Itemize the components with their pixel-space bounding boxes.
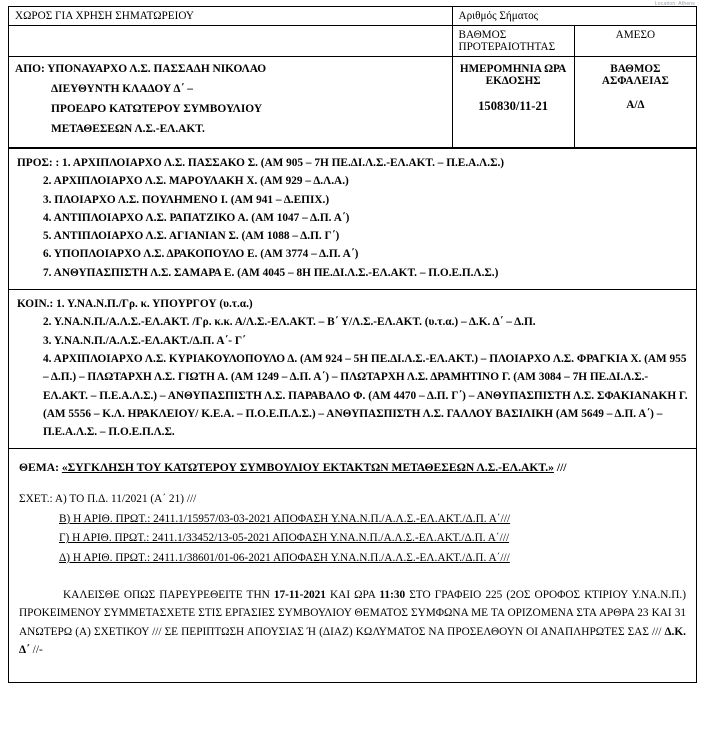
recipient-item-7: 7. ΑΝΘΥΠΑΣΠΙΣΤΗ Λ.Σ. ΣΑΜΑΡΑ Ε. (ΑΜ 4045 – 8Η ΠΕ.ΔΙ.Λ.Σ.-ΕΛ.ΑΚΤ. – Π.Ο.Ε.Π.Λ.Σ.) — [43, 266, 499, 279]
cc-label: ΚΟΙΝ.: — [17, 298, 54, 311]
recipient-item-3: 3. ΠΛΟΙΑΡΧΟ Λ.Σ. ΠΟΥΛΗΜΕΝΟ Ι. (ΑΜ 941 – Δ.ΕΠΙΧ.) — [43, 193, 330, 206]
reference-item-b-text: Β) Η ΑΡΙΘ. ΠΡΩΤ.: 2411.1/15957/03-03-2021 ΑΠΟΦΑΣΗ Υ.ΝΑ.Ν.Π./Α.Λ.Σ.-ΕΛ.ΑΚΤ./Δ.Π. Α΄/// — [59, 512, 511, 525]
issue-datetime-value: 150830/11-21 — [478, 99, 549, 113]
header-row-3 — [9, 57, 697, 148]
security-label: ΒΑΘΜΟΣ ΑΣΦΑΛΕΙΑΣ — [601, 63, 669, 87]
location-note: Location: Athens — [654, 1, 695, 7]
signal-number-cell: Αριθμός Σήματος — [452, 7, 697, 26]
references-label: ΣΧΕΤ.: — [19, 493, 53, 506]
cc-item-2: 2. Υ.ΝΑ.Ν.Π./Α.Λ.Σ.-ΕΛ.ΑΚΤ. /Γρ. κ.κ. Α/Λ.Σ.-ΕΛ.ΑΚΤ. – Β΄ Υ/Λ.Σ.-ΕΛ.ΑΚΤ. (υ.τ.α.) – Δ.Κ. Δ΄ – Δ.Π. — [43, 316, 536, 329]
recipient-item-2: 2. ΑΡΧΙΠΛΟΙΑΡΧΟ Λ.Σ. ΜΑΡΟΥΛΑΚΗ Χ. (ΑΜ 929 – Δ.Λ.Α.) — [43, 175, 349, 188]
from-line-0 — [15, 60, 446, 80]
security-value: Α/Δ — [626, 99, 645, 111]
from-line-2: ΠΡΟΕΔΡΟ ΚΑΤΩΤΕΡΟΥ ΣΥΜΒΟΥΛΙΟΥ — [51, 102, 263, 115]
body-part-1: ΚΑΛΕΙΣΘΕ ΟΠΩΣ ΠΑΡΕΥΡΕΘΕΙΤΕ ΤΗΝ — [63, 589, 274, 602]
meeting-date: 17-11-2021 — [273, 589, 326, 602]
recipients-block — [8, 148, 697, 290]
from-name: ΥΠΟΝΑΥΑΡΧΟ Λ.Σ. ΠΑΣΣΑΔΗ ΝΙΚΟΛΑΟ — [47, 63, 267, 75]
recipients-label: ΠΡΟΣ: : — [17, 157, 60, 169]
body-part-2: ΚΑΙ ΩΡΑ — [325, 589, 380, 602]
security-cell — [574, 57, 696, 148]
header-row-2 — [9, 26, 697, 57]
cc-block — [8, 290, 697, 449]
reference-item-a: Α) ΤΟ Π.Δ. 11/2021 (Α΄ 21) /// — [54, 493, 197, 506]
subject-and-body-block — [8, 449, 697, 683]
body-closing: Δ.Κ. Δ΄ — [19, 625, 686, 657]
header-table — [8, 6, 697, 148]
from-line-1: ΔΙΕΥΘΥΝΤΗ ΚΛΑΔΟΥ Δ΄ – — [51, 82, 193, 95]
reference-item-d — [19, 549, 686, 568]
priority-value: ΑΜΕΣΟ — [574, 26, 696, 57]
recipient-item-6: 6. ΥΠΟΠΛΟΙΑΡΧΟ Λ.Σ. ΔΡΑΚΟΠΟΥΛΟ Ε. (ΑΜ 3774 – Δ.Π. Α΄) — [43, 248, 359, 261]
issue-datetime-label: ΗΜΕΡΟΜΗΝΙΑ ΩΡΑ ΕΚΔΟΣΗΣ — [459, 63, 567, 87]
empty-cell — [9, 26, 453, 57]
priority-label: ΒΑΘΜΟΣ ΠΡΟΤΕΡΑΙΟΤΗΤΑΣ — [452, 26, 574, 57]
signal-room-cell: ΧΩΡΟΣ ΓΙΑ ΧΡΗΣΗ ΣΗΜΑΤΩΡΕΙΟΥ — [9, 7, 453, 26]
issue-datetime-cell — [452, 57, 574, 148]
cc-item-1: 1. Υ.ΝΑ.Ν.Π./Γρ. κ. ΥΠΟΥΡΓΟΥ (υ.τ.α.) — [56, 298, 253, 311]
recipient-item-5: 5. ΑΝΤΙΠΛΟΙΑΡΧΟ Λ.Σ. ΑΓΙΑΝΙΑΝ Σ. (ΑΜ 1088 – Δ.Π. Γ΄) — [43, 230, 340, 243]
recipient-item-1: 1. ΑΡΧΙΠΛΟΙΑΡΧΟ Λ.Σ. ΠΑΣΣΑΚΟ Σ. (ΑΜ 905 – 7Η ΠΕ.ΔΙ.Λ.Σ.-ΕΛ.ΑΚΤ. – Π.Ε.Α.Λ.Σ.) — [62, 157, 505, 169]
subject-label: ΘΕΜΑ: — [19, 461, 59, 475]
reference-item-b — [19, 510, 686, 529]
from-line-3: ΜΕΤΑΘΕΣΕΩΝ Λ.Σ.-ΕΛ.ΑΚΤ. — [51, 122, 205, 135]
reference-item-d-text: Δ) Η ΑΡΙΘ. ΠΡΩΤ.: 2411.1/38601/01-06-2021 ΑΠΟΦΑΣΗ Υ.ΝΑ.Ν.Π./Α.Λ.Σ.-ΕΛ.ΑΚΤ./Δ.Π. Α΄/// — [59, 551, 510, 564]
reference-item-c-text: Γ) Η ΑΡΙΘ. ΠΡΩΤ.: 2411.1/33452/13-05-2021 ΑΠΟΦΑΣΗ Υ.ΝΑ.Ν.Π./Α.Λ.Σ.-ΕΛ.ΑΚΤ./Δ.Π. Α΄/// — [59, 532, 510, 545]
header-row-1 — [9, 7, 697, 26]
cc-item-3: 3. Υ.ΝΑ.Ν.Π./Α.Λ.Σ.-ΕΛ.ΑΚΤ./Δ.Π. Α΄- Γ΄ — [43, 334, 246, 347]
body-paragraph — [19, 586, 686, 659]
references-first-line — [19, 490, 686, 509]
recipient-item-4: 4. ΑΝΤΙΠΛΟΙΑΡΧΟ Λ.Σ. ΡΑΠΑΤΖΙΚΟ Α. (ΑΜ 1047 – Δ.Π. Α΄) — [43, 211, 350, 224]
meeting-time: 11:30 — [379, 589, 406, 602]
cc-first-line — [17, 295, 688, 313]
reference-item-c — [19, 529, 686, 548]
body-part-4: //- — [29, 644, 43, 657]
body-part-3: ΣΤΟ ΓΡΑΦΕΙΟ 225 (2ΟΣ ΟΡΟΦΟΣ ΚΤΙΡΙΟΥ Υ.ΝΑ.Ν.Π.) ΠΡΟΚΕΙΜΕΝΟΥ ΣΥΜΜΕΤΑΣΧΕΤΕ ΣΤΙΣ ΕΡΓΑΣΙΕΣ ΣΥΜΒΟΥΛΙΟΥ ΘΕΜΑΤΟΣ ΣΥΜΦΩΝΑ ΜΕ ΤΑ ΟΡΙΖΟΜΕΝΑ ΣΤΑ ΑΡΘΡΑ 23 ΚΑΙ 31 ΑΝΩΤΕΡΩ (Α) ΣΧΕΤΙΚΟΥ /// ΣΕ ΠΕΡΙΠΤΩΣΗ ΑΠΟΥΣΙΑΣ Ή (ΔΙΑΖ) ΚΩΛΥΜΑΤΟΣ ΝΑ ΠΡΟΣΕΛΘΟΥΝ ΟΙ ΑΝΑΠΛΗΡΩΤΕΣ ΣΑΣ /// — [19, 589, 687, 638]
from-cell — [9, 57, 453, 148]
recipients-first-line — [17, 154, 688, 172]
from-label: ΑΠΟ: — [15, 63, 45, 75]
subject-text: «ΣΥΓΚΛΗΣΗ ΤΟΥ ΚΑΤΩΤΕΡΟΥ ΣΥΜΒΟΥΛΙΟΥ ΕΚΤΑΚΤΩΝ ΜΕΤΑΘΕΣΕΩΝ Λ.Σ.-ΕΛ.ΑΚΤ.» — [61, 461, 554, 475]
cc-item-4: 4. ΑΡΧΙΠΛΟΙΑΡΧΟ Λ.Σ. ΚΥΡΙΑΚΟΥΛΟΠΟΥΛΟ Δ. (ΑΜ 924 – 5Η ΠΕ.ΔΙ.Λ.Σ.-ΕΛ.ΑΚΤ.) – ΠΛΟΙΑΡΧΟ Λ.Σ. ΦΡΑΓΚΙΑ Χ. (ΑΜ 955 – Δ.Π.) – ΠΛΩΤΑΡΧΗ Λ.Σ. ΓΙΩΤΗ Α. (ΑΜ 1249 – Δ.Π. Α΄) – ΠΛΩΤΑΡΧΗ Λ.Σ. ΔΡΑΜΗΤΙΝΟ Γ. (ΑΜ 3084 – 7Η ΠΕ.ΔΙ.Λ.Σ.-ΕΛ.ΑΚΤ. – Π.Ε.Α.Λ.Σ.) – ΑΝΘΥΠΑΣΠΙΣΤΗ Λ.Σ. ΠΑΡΑΒΑΛΟ Φ. (ΑΜ 4470 – Δ.Π. Γ΄) – ΑΝΘΥΠΑΣΠΙΣΤΗ Λ.Σ. ΣΦΑΚΙΑΝΑΚΗ Γ. (ΑΜ 5556 – Κ.Λ. ΗΡΑΚΛΕΙΟΥ/ Κ.Ε.Α. – Π.Ο.Ε.Π.Λ.Σ.) – ΑΝΘΥΠΑΣΠΙΣΤΗ Λ.Σ. ΓΑΛΛΟΥ ΒΑΣΙΛΙΚΗ (ΑΜ 5649 – Δ.Π. Α΄) – Π.Ε.Α.Λ.Σ. – Π.Ο.Ε.Π.Λ.Σ. — [43, 352, 688, 439]
subject-suffix: /// — [556, 461, 567, 475]
subject-line — [19, 461, 686, 474]
